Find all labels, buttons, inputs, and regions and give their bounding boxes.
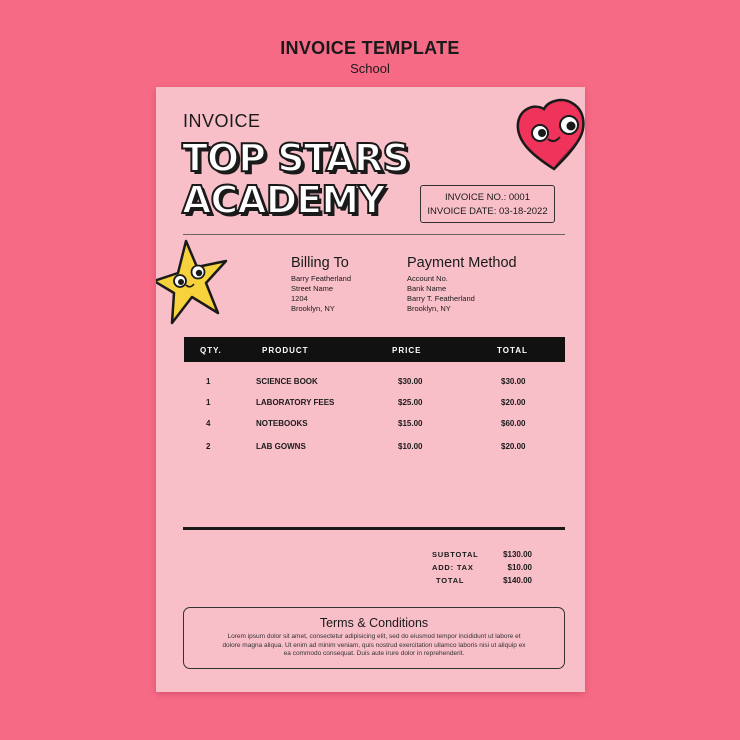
billing-section xyxy=(291,255,351,314)
row-price: $25.00 xyxy=(398,398,423,407)
terms-box xyxy=(183,607,565,669)
payment-heading: Payment Method xyxy=(407,255,517,271)
row-qty: 4 xyxy=(206,419,211,428)
row-qty: 2 xyxy=(206,442,211,451)
tax-value: $10.00 xyxy=(507,563,532,572)
template-title: INVOICE TEMPLATE xyxy=(280,38,460,58)
row-product: LABORATORY FEES xyxy=(256,398,335,407)
invoice-details-box xyxy=(420,185,555,223)
row-price: $15.00 xyxy=(398,419,423,428)
billing-line: Street Name xyxy=(291,284,334,293)
billing-line: Brooklyn, NY xyxy=(291,304,335,313)
total-value: $140.00 xyxy=(503,576,532,585)
payment-line: Bank Name xyxy=(407,284,447,293)
invoice-label: INVOICE xyxy=(183,111,261,131)
row-total: $20.00 xyxy=(501,442,526,451)
payment-line: Brooklyn, NY xyxy=(407,304,451,313)
row-product: SCIENCE BOOK xyxy=(256,377,318,386)
table-row xyxy=(184,442,565,456)
table-row xyxy=(184,377,565,391)
star-mascot-icon xyxy=(156,237,232,327)
payment-line: Account No. xyxy=(407,274,448,283)
row-price: $10.00 xyxy=(398,442,423,451)
payment-line: Barry T. Featherland xyxy=(407,294,475,303)
billing-line: 1204 xyxy=(291,294,308,303)
subtotal-label: SUBTOTAL xyxy=(432,550,479,559)
tax-label: ADD: TAX xyxy=(432,563,474,572)
row-qty: 1 xyxy=(206,398,211,407)
terms-body: Lorem ipsum dolor sit amet, consectetur adipisicing elit, sed do eiusmod tempor incididunt ut labore et dolore magna aliqua. Ut enim ad minim veniam, quis nostrud exercitation ullamco laboris nisi ut aliquip ex ea commodo consequat. Duis aute irure dolor in reprehenderit. xyxy=(222,633,526,657)
template-subtitle: School xyxy=(350,61,390,76)
column-header-product: PRODUCT xyxy=(262,346,309,355)
invoice-document xyxy=(156,87,585,692)
row-total: $60.00 xyxy=(501,419,526,428)
row-price: $30.00 xyxy=(398,377,423,386)
total-label: TOTAL xyxy=(436,576,465,585)
column-header-qty: QTY. xyxy=(200,346,222,355)
billing-line: Barry Featherland xyxy=(291,274,352,283)
table-row xyxy=(184,419,565,433)
table-row xyxy=(184,398,565,412)
heart-mascot-icon xyxy=(512,95,585,175)
row-product: NOTEBOOKS xyxy=(256,419,308,428)
invoice-date: INVOICE DATE: 03-18-2022 xyxy=(427,206,548,217)
table-bottom-rule xyxy=(183,527,565,530)
row-total: $20.00 xyxy=(501,398,526,407)
row-total: $30.00 xyxy=(501,377,526,386)
terms-title: Terms & Conditions xyxy=(319,616,429,630)
header-divider xyxy=(183,234,565,235)
school-name-line1: TOP STARS xyxy=(182,136,409,180)
subtotal-value: $130.00 xyxy=(503,550,532,559)
table-header xyxy=(184,337,565,362)
payment-section xyxy=(407,255,517,314)
column-header-total: TOTAL xyxy=(497,346,528,355)
column-header-price: PRICE xyxy=(392,346,422,355)
invoice-number: INVOICE NO.: 0001 xyxy=(444,192,530,203)
billing-heading: Billing To xyxy=(291,255,349,271)
row-qty: 1 xyxy=(206,377,211,386)
school-name-line2: ACADEMY xyxy=(182,178,385,222)
row-product: LAB GOWNS xyxy=(256,442,306,451)
